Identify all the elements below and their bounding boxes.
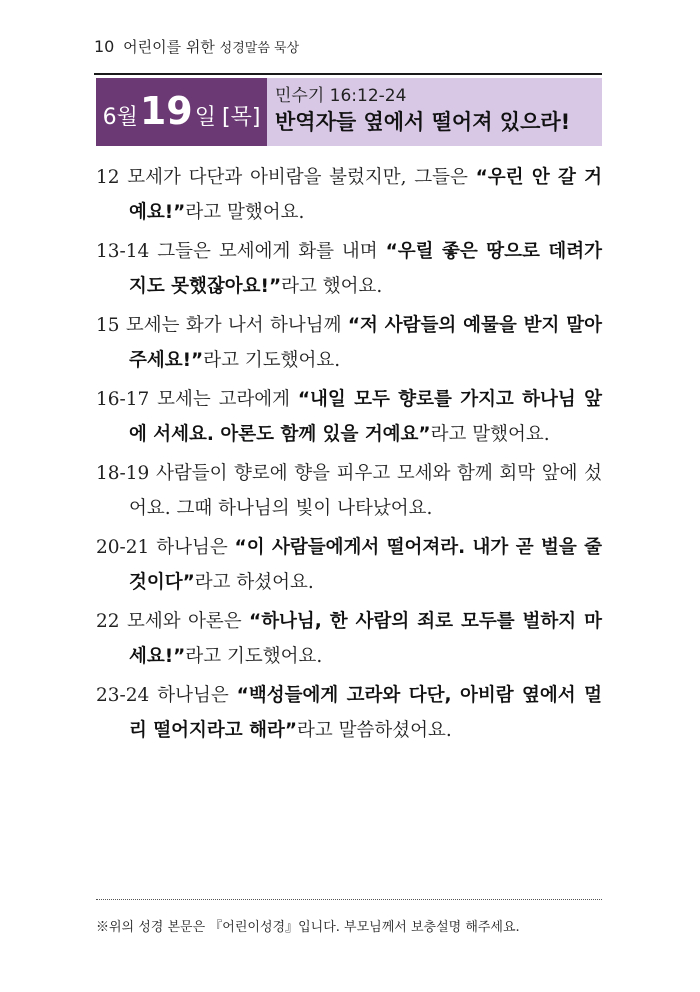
page-title: 반역자들 옆에서 떨어져 있으라! [275,110,571,134]
month: 6월 [102,105,138,130]
verse-text-end: 라고 했어요. [281,276,383,297]
verse [96,456,602,526]
verse-quote: “내일 모두 향로를 가지고 하나님 앞에 서세요. 아론도 함께 있을 거예요” [129,389,603,445]
verse [96,604,602,674]
verse-text: 모세는 화가 나서 하나님께 [125,315,348,336]
verse-text-end: 라고 기도했어요. [203,350,341,371]
verse-text-end: 라고 기도했어요. [185,646,323,667]
footer-rule [96,899,602,900]
date-banner [96,78,602,146]
running-header [94,36,299,57]
weekday: [목] [221,105,261,130]
verse-number: 16-17 [96,389,150,410]
verse-text: 하나님은 [156,537,235,558]
verse-number: 23-24 [96,685,150,706]
verse-quote: “하나님, 한 사람의 죄로 모두를 벌하지 마세요!” [129,611,602,667]
verse-quote: “저 사람들의 예물을 받지 말아 주세요!” [129,315,602,371]
verse-text-end: 라고 말했어요. [430,424,550,445]
page-number: 10 [94,37,115,56]
verse-quote: “우린 안 갈 거예요!” [129,167,603,223]
verse-quote: “백성들에게 고라와 다단, 아비람 옆에서 멀리 떨어지라고 해라” [129,685,603,741]
verse [96,678,602,748]
verse-text: 그들은 모세에게 화를 내며 [157,241,386,262]
title-box [267,78,602,146]
verse-number: 22 [96,611,120,632]
verse [96,160,602,230]
day: 19 [139,89,193,133]
verse-text: 사람들이 향로에 향을 피우고 모세와 함께 회막 앞에 섰어요. 그때 하나님의 빛이 나타났어요. [129,463,602,519]
verse-number: 12 [96,167,120,188]
verse [96,308,602,378]
verse-text-end: 라고 말했어요. [185,202,305,223]
scripture-reference: 민수기 16:12-24 [275,86,407,106]
verse-text-end: 라고 말씀하셨어요. [297,720,452,741]
verse-quote: “이 사람들에게서 떨어져라. 내가 곧 벌을 줄 것이다” [129,537,602,593]
verse-text: 모세가 다단과 아비람을 불렀지만, 그들은 [127,167,476,188]
day-suffix: 일 [194,105,216,130]
footnote: ※위의 성경 본문은 『어린이성경』입니다. 부모님께서 보충설명 해주세요. [96,920,520,935]
verse-list [96,160,602,752]
book-title-large: 어린이를 위한 [123,38,215,56]
verse-number: 18-19 [96,463,150,484]
verse-text: 모세와 아론은 [126,611,250,632]
verse [96,530,602,600]
verse [96,382,602,452]
verse-text: 하나님은 [157,685,237,706]
date-box [96,78,267,146]
verse-number: 20-21 [96,537,150,558]
header-rule [94,73,602,75]
verse-text-end: 라고 하셨어요. [194,572,314,593]
book-title-small: 성경말씀 묵상 [219,41,300,56]
verse-quote: “우릴 좋은 땅으로 데려가지도 못했잖아요!” [129,241,602,297]
verse-number: 15 [96,315,120,336]
verse-number: 13-14 [96,241,150,262]
verse [96,234,602,304]
verse-text: 모세는 고라에게 [157,389,298,410]
